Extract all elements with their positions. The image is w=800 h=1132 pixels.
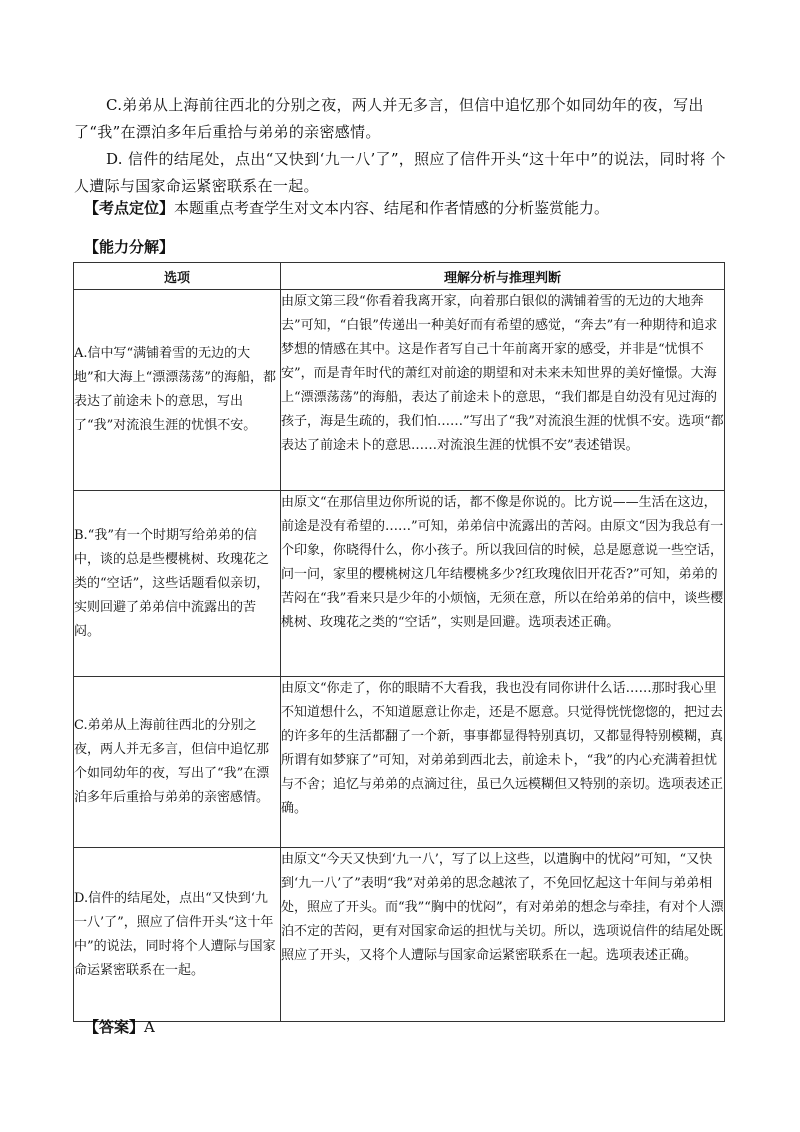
kaodian-section: [84, 197, 609, 219]
analysis-table: [73, 262, 725, 1022]
table-row: [74, 491, 725, 677]
option-d-paragraph: [74, 146, 734, 200]
answer-section: [84, 1016, 155, 1038]
answer-value: A: [144, 1018, 155, 1036]
nengli-label: 【能力分解】: [84, 238, 175, 256]
answer-label: 【答案】: [84, 1018, 145, 1036]
option-cell-a: A.信中写“满铺着雪的无边的大地”和大海上“漂漂荡荡”的海船，都表达了前途未卜的意思，写出了“我”对流浪生涯的忧惧不安。: [74, 290, 281, 491]
analysis-cell-b: 由原文“在那信里边你所说的话，都不像是你说的。比方说——生活在这边，前途是没有希望的……”可知，弟弟信中流露出的苦闷。由原文“因为我总有一个印象，你晓得什么，你小孩子。所以我回信的时候，总是愿意说一些空话，问一问，家里的樱桃树这几年结樱桃多少?红玫瑰依旧开花否?”可知，弟弟的苦闷在“我”看来只是少年的小烦恼，无须在意，所以在给弟弟的信中，谈些樱桃树、玫瑰花之类的“空话”，实则是回避。选项表述正确。: [281, 491, 725, 677]
kaodian-label: 【考点定位】: [84, 199, 175, 217]
analysis-cell-d: 由原文“今天又快到‘九一八’，写了以上这些，以遣胸中的忧闷”可知，“又快到‘九一八’了”表明“我”对弟弟的思念越浓了，不免回忆起这十年间与弟弟相处，照应了开头。而“我”“胸中的忧闷”，有对弟弟的想念与牵挂，有对个人漂泊不定的苦闷，更有对国家命运的担忧与关切。所以，选项说信件的结尾处既照应了开头，又将个人遭际与国家命运紧密联系在一起。选项表述正确。: [281, 848, 725, 1022]
analysis-cell-c: 由原文“你走了，你的眼睛不大看我，我也没有同你讲什么话……那时我心里不知道想什么，不知道愿意让你走，还是不愿意。只觉得恍恍惚惚的，把过去的许多年的生活都翻了一个新，事事都显得特别真切，又都显得特别模糊，真所谓有如梦寐了”可知，对弟弟到西北去，前途未卜，“我”的内心充满着担忧与不舍；追忆与弟弟的点滴过往，虽已久远模糊但又特别的亲切。选项表述正确。: [281, 677, 725, 848]
option-cell-b: B.“我”有一个时期写给弟弟的信中，谈的总是些樱桃树、玫瑰花之类的“空话”，这些话题看似亲切，实则回避了弟弟信中流露出的苦闷。: [74, 491, 281, 677]
header-option: 选项: [74, 263, 281, 290]
nengli-section-title: [84, 236, 174, 258]
kaodian-text: 本题重点考查学生对文本内容、结尾和作者情感的分析鉴赏能力。: [174, 199, 610, 217]
option-c-text: C.弟弟从上海前往西北的分别之夜，两人并无多言，但信中追忆那个如同幼年的夜，写出了“我”在漂泊多年后重拾与弟弟的亲密感情。: [74, 96, 704, 141]
table-row: [74, 290, 725, 491]
option-d-text: D. 信件的结尾处，点出“又快到‘九一八’了”，照应了信件开头“这十年中”的说法，同时将 个人遭际与国家命运紧密联系在一起。: [74, 150, 726, 195]
table-row: [74, 677, 725, 848]
table-header-row: [74, 263, 725, 290]
option-cell-c: C.弟弟从上海前往西北的分别之夜，两人并无多言，但信中追忆那个如同幼年的夜，写出了“我”在漂泊多年后重拾与弟弟的亲密感情。: [74, 677, 281, 848]
option-c-paragraph: [74, 92, 734, 146]
option-cell-d: D.信件的结尾处，点出“又快到‘九一八’了”，照应了信件开头“这十年中”的说法，同时将个人遭际与国家命运紧密联系在一起。: [74, 848, 281, 1022]
table-row: [74, 848, 725, 1022]
header-analysis: 理解分析与推理判断: [281, 263, 725, 290]
analysis-cell-a: 由原文第三段“你看着我离开家，向着那白银似的满铺着雪的无边的大地奔去”可知，“白银”传递出一种美好而有希望的感觉，“奔去”有一种期待和追求梦想的情感在其中。这是作者写自己十年前离开家的感受，并非是“忧惧不安”，而是青年时代的萧红对前途的期望和对未来未知世界的美好憧憬。大海上“漂漂荡荡”的海船，表达了前途未卜的意思，“我们都是自幼没有见过海的孩子，海是生疏的，我们怕……”写出了“我”对流浪生涯的忧惧不安。选项“都表达了前途未卜的意思……对流浪生涯的忧惧不安”表述错误。: [281, 290, 725, 491]
